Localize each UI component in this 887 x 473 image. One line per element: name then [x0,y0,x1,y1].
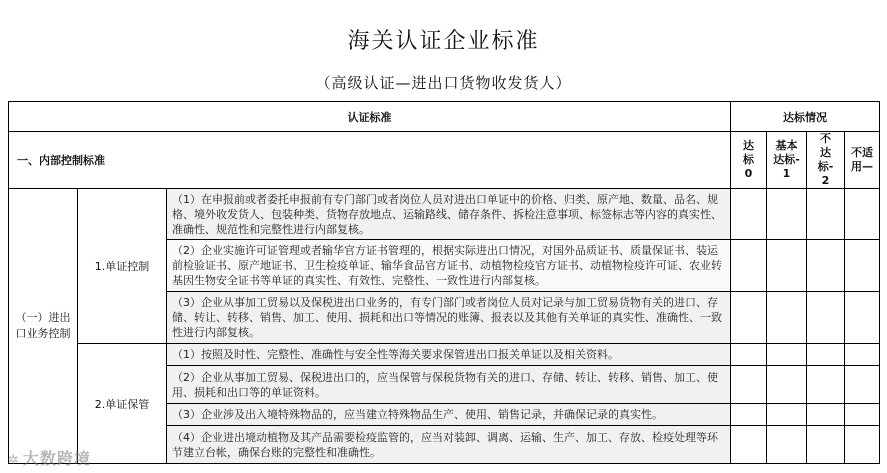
score-cell[interactable] [807,292,845,344]
standard-item: （1）在申报前或者委托申报前有专门部门或者岗位人员对进出口单证中的价格、归类、原产地、数量、品名、规格、境外收发货人、包装种类、货物存放地点、运输路线、储存条件、拆检注意事项、标签标志等内容的真实性、准确性、规范性和完整性进行内部复核。 [167,189,731,240]
standard-item: （2）企业从事加工贸易、保税进出口的，应当保管与保税货物有关的进口、存储、转让、转移、销售、加工、使用、损耗和出口等的单证资料。 [167,366,731,404]
standard-item: （2）企业实施许可证管理或者输华官方证书管理的，根据实际进出口情况，对国外品质证书、质量保证书、装运前检验证书、原产地证书、卫生检疫单证、输华食品官方证书、动植物检疫官方证书、动植物检疫许可证、农业转基因生物安全证书等单证的真实性、有效性、完整性、一致性进行内部复核。 [167,240,731,292]
score-cell[interactable] [807,189,845,240]
score-cell[interactable] [731,240,767,292]
standard-item: （3）企业从事加工贸易以及保税进出口业务的，有专门部门或者岗位人员对记录与加工贸易货物有关的进口、存储、转让、转移、销售、加工、使用、损耗和出口等情况的账簿、报表以及其他有关单证的真实性、准确性、一致性进行内部复核。 [167,292,731,344]
score-cell[interactable] [767,404,807,426]
standard-item: （3）企业涉及出入境特殊物品的，应当建立特殊物品生产、使用、销售记录，并确保记录的真实性。 [167,404,731,426]
standard-item: （1）按照及时性、完整性、准确性与安全性等海关要求保管进出口报关单证以及相关资料。 [167,344,731,366]
score-cell[interactable] [767,292,807,344]
watermark-logo-icon: ✲ [8,453,20,468]
subcategory-label: 1.单证控制 [78,189,167,344]
score-cell[interactable] [767,240,807,292]
score-cell[interactable] [731,426,767,464]
score-cell[interactable] [731,366,767,404]
score-cell[interactable] [807,404,845,426]
category-label: （一）进出口业务控制 [9,189,78,464]
score-cell[interactable] [807,344,845,366]
score-cell[interactable] [731,189,767,240]
document-title: 海关认证企业标准 [347,29,540,54]
score-cell[interactable] [767,344,807,366]
watermark [8,446,91,469]
score-cell[interactable] [845,344,880,366]
watermark-text: 大数跨境 [22,449,91,468]
score-cell[interactable] [807,240,845,292]
col-non-compliant: 不达标-2 [807,132,845,189]
score-cell[interactable] [845,240,880,292]
col-not-applicable: 不适用— [845,132,880,189]
score-cell[interactable] [807,366,845,404]
score-cell[interactable] [767,366,807,404]
score-cell[interactable] [767,189,807,240]
header-compliance: 达标情况 [731,102,880,132]
col-compliant: 达标0 [731,132,767,189]
score-cell[interactable] [845,366,880,404]
section-title: 一、内部控制标准 [9,132,731,189]
score-cell[interactable] [807,426,845,464]
score-cell[interactable] [845,426,880,464]
score-cell[interactable] [845,189,880,240]
score-cell[interactable] [731,344,767,366]
header-standard: 认证标准 [9,102,731,132]
document-subtitle: （高级认证—进出口货物收发货人） [315,74,572,92]
standard-item: （4）企业进出境动植物及其产品需要检疫监管的，应当对装卸、调离、运输、生产、加工、存放、检疫处理等环节建立台帐，确保台账的完整性和准确性。 [167,426,731,464]
score-cell[interactable] [845,292,880,344]
subcategory-label: 2.单证保管 [78,344,167,464]
score-cell[interactable] [845,404,880,426]
score-cell[interactable] [731,404,767,426]
col-basic-compliant: 基本达标-1 [767,132,807,189]
score-cell[interactable] [731,292,767,344]
standards-table [8,101,880,464]
score-cell[interactable] [767,426,807,464]
